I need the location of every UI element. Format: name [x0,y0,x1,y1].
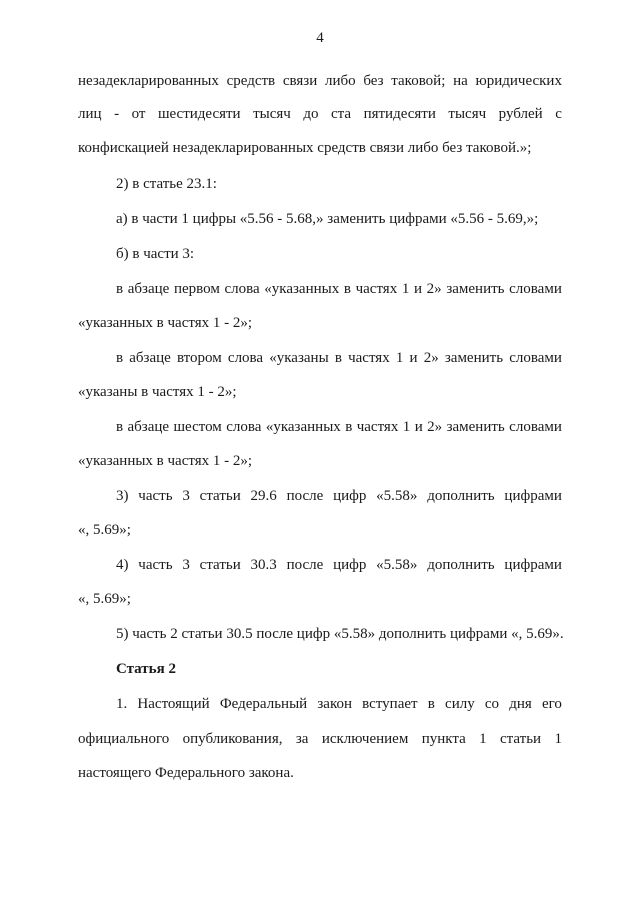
word: без [363,73,384,89]
word: абзаце [127,419,170,435]
word: 1 [554,731,562,747]
word: тысяч [253,106,291,122]
word: 30.3 [250,557,277,573]
word: 29.6 [250,488,277,504]
word: ста [331,106,352,122]
word: в [116,350,124,366]
paragraph-line: «указаны в частях 1 - 2»; [78,384,237,400]
word: статьи [500,731,542,747]
word: втором [176,350,222,366]
word: 1. [116,696,128,712]
word: 2» [427,419,443,435]
word: с [555,106,562,122]
word: часть [138,488,173,504]
word: юридических [475,73,562,89]
word: силу [445,696,475,712]
paragraph-line [116,280,562,298]
word: в [116,281,124,297]
word: частях [355,281,398,297]
word: 3) [116,488,129,504]
word: официального [78,731,170,747]
paragraph-line [78,730,562,748]
word: его [541,696,562,712]
word: первом [173,281,220,297]
paragraph-line [116,487,562,505]
word: 2» [423,350,439,366]
article-heading: Статья 2 [116,661,176,677]
word: и [409,350,418,366]
word: от [131,106,146,122]
word: 3 [182,557,190,573]
word: заменить [444,350,504,366]
word: частях [348,350,390,366]
paragraph-line: «, 5.69»; [78,522,131,538]
paragraph-line [116,695,562,713]
word: тысяч [448,106,487,122]
word: Настоящий [137,696,210,712]
paragraph-line: 5) часть 2 статьи 30.5 после цифр «5.58» дополнить цифрами «, 5.69». [116,626,564,642]
word: «5.58» [376,557,418,573]
word: либо [324,73,356,89]
word: частях [356,419,399,435]
word: цифрами [504,557,562,573]
word: цифр [333,488,367,504]
word: пункта [421,731,466,747]
word: 2» [426,281,442,297]
word: статьи [199,557,241,573]
word: цифр [333,557,367,573]
word: слова [227,350,264,366]
word: 1 [479,731,487,747]
word: заменить [446,419,505,435]
word: после [286,557,324,573]
word: абзаце [129,350,171,366]
word: таковой; [391,73,446,89]
word: заменить [446,281,505,297]
word: закон [317,696,352,712]
word: в [427,696,435,712]
word: цифрами [504,488,562,504]
word: в [116,419,124,435]
paragraph-line [116,418,562,436]
word: «указаны [269,350,329,366]
word: вступает [362,696,418,712]
paragraph-line: 2) в статье 23.1: [116,176,217,192]
word: 4) [116,557,129,573]
paragraph-line: «указанных в частях 1 - 2»; [78,453,253,469]
word: и [414,419,423,435]
word: исключением [321,731,409,747]
word: на [453,73,468,89]
word: пятидесяти [363,106,436,122]
word: слова [224,281,260,297]
paragraph-line: «, 5.69»; [78,591,131,607]
word: абзаце [127,281,170,297]
word: связи [282,73,318,89]
paragraph-line: «указанных в частях 1 - 2»; [78,315,253,331]
paragraph-line: б) в части 3: [116,246,195,262]
word: шестом [173,419,222,435]
word: 1 [395,350,404,366]
paragraph-line: а) в части 1 цифры «5.56 - 5.68,» заменить цифрами «5.56 - 5.69,»; [116,211,539,227]
word: Федеральный [219,696,308,712]
word: 1 [402,419,411,435]
word: «указанных [264,281,340,297]
word: дополнить [427,557,495,573]
paragraph-line [78,105,562,123]
word: незадекларированных [78,73,219,89]
word: в [345,419,353,435]
word: и [414,281,423,297]
word: до [303,106,319,122]
word: статьи [199,488,241,504]
word: 3 [182,488,190,504]
word: рублей [498,106,543,122]
paragraph-line [116,556,562,574]
word: - [114,106,120,122]
word: слова [226,419,262,435]
paragraph-line [116,349,562,367]
word: лиц [78,106,102,122]
paragraph-line: конфискацией незадекларированных средств связи либо без таковой.»; [78,140,532,156]
word: дня [509,696,532,712]
word: «указанных [265,419,341,435]
word: словами [509,419,562,435]
word: средств [226,73,276,89]
word: словами [509,281,562,297]
word: в [343,281,351,297]
paragraph-line [78,72,562,90]
page-number: 4 [316,30,324,46]
word: за [295,731,309,747]
paragraph-line: настоящего Федерального закона. [78,765,294,781]
word: со [484,696,500,712]
word: словами [509,350,562,366]
word: «5.58» [376,488,418,504]
word: дополнить [427,488,495,504]
word: опубликования, [182,731,283,747]
word: часть [138,557,173,573]
word: после [286,488,324,504]
word: 1 [401,281,410,297]
word: шестидесяти [157,106,241,122]
word: в [334,350,342,366]
